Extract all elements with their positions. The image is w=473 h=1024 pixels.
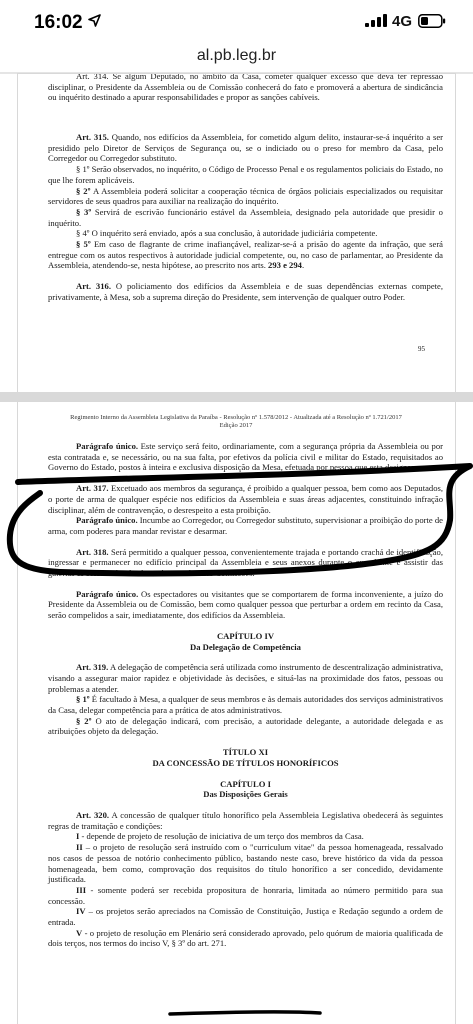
document-page-96 xyxy=(18,402,455,1024)
status-bar xyxy=(0,0,473,40)
clock-time: 16:02 xyxy=(34,12,83,33)
article-315-block: Art. 315. Quando, nos edifícios da Assembleia, for cometido algum delito, instaurar-se-á inquérito a ser presidido pelo Diretor de Serviços de Segurança ou, se o indiciado ou o preso for membro da Casa, pelo Corregedor ou Corregedor substituto. § 1º Serão observados, no inquérito, o Código de Processo Penal e os regulamentos policiais do Estado, no que lhe forem aplicáveis. § 2º A Assembleia poderá solicitar a cooperação técnica de órgãos policiais especializados ou requisitar servidores de seus quadros para auxiliar na realização do inquérito. § 3º Servirá de escrivão funcionário estável da Assembleia, designado pela autoridade que presidir o inquérito. § 4º O inquérito será enviado, após a sua conclusão, à autoridade judiciária competente. § 5º Em caso de flagrante de crime inafiançável, realizar-se-á a prisão do agente da infração, que será entregue com os autos respectivos à autoridade judicial competente, ou, no caso de parlamentar, ao Presidente da Assembleia, atendendo-se, nesta hipótese, ao prescrito nos arts. 293 e 294. Art. 316. O policiamento dos edifícios da Assembleia e de suas dependências externas compete, privativamente, à Mesa, sob a suprema direção do Presidente, sem intervenção de qualquer outro Poder. xyxy=(48,132,444,302)
page2-body: Parágrafo único. Este serviço será feito, ordinariamente, com a segurança própria da Assembleia ou por esta contratada e, se necessário, ou na sua falta, por efetivos da polícia civil e militar do Estado, requisitados ao Governo do Estado, postos à inteira e exclusiva disposição da Mesa, efetuada por pessoa que esta designar. Art. 317. Excetuado aos membros da segurança, é proibido a qualquer pessoa, bem como aos Deputados, o porte de arma de qualquer espécie nos edifícios da Assembleia e suas áreas adjacentes, constituindo infração disciplinar, além de contravenção, o desrespeito a esta proibição. Parágrafo único. Incumbe ao Corregedor, ou Corregedor substituto, supervisionar a proibição do porte de arma, com poderes para mandar revistar e desarmar. Art. 318. Será permitido a qualquer pessoa, convenientemente trajada e portando crachá de identificação, ingressar e permanecer no edifício principal da Assembleia e seus anexos durante o expediente e assistir das galerias às sessões do Plenário e às reuniões das Comissões. Parágrafo único. Os espectadores ou visitantes que se comportarem de forma inconveniente, a juízo do Presidente da Assembleia ou de Comissão, bem como qualquer pessoa que perturbar a ordem em recinto da Casa, serão compelidos a sair, imediatamente, dos edifícios da Assembleia. CAPÍTULO IV Da Delegação de Competência Art. 319. A delegação de competência será utilizada como instrumento de descentralização administrativa, visando a assegurar maior rapidez e objetividade às decisões, e situá-las na proximidade dos fatos, pessoas ou problemas a atender. § 1º É facultado à Mesa, a qualquer de seus membros e às demais autoridades dos serviços administrativos da Casa, delegar competência para a prática de atos administrativos. § 2º O ato de delegação indicará, com precisão, a autoridade delegante, a autoridade delegada e as atribuições objeto da delegação. TÍTULO XI DA CONCESSÃO DE TÍTULOS HONORÍFICOS CAPÍTULO I Das Disposições Gerais Art. 320. A concessão de qualquer título honorífico pela Assembleia Legislativa obedecerá às seguintes regras de tramitação e condições: I - depende de projeto de resolução de iniciativa de um terço dos membros da Casa. II – o projeto de resolução será instruído com o "curriculum vitae" da pessoa homenageada, ressalvado nos casos de pessoa de notório conhecimento público, bastando neste caso, breve histórico da vida da pessoa homenageada, bem como, comprovação dos requisitos do título honorífico a ser concedido, devidamente justificada. III - somente poderá ser recebida propositura de honraria, limitada ao número permitido para sua concessão. IV – os projetos serão apreciados na Comissão de Constituição, Justiça e Redação segundo a ordem de entrada. V - o projeto de resolução em Plenário será considerado aprovado, pelo quórum de maioria qualificada de dois terços, nos termos do inciso V, § 3º do art. 271. xyxy=(48,441,444,949)
url-text: al.pb.leg.br xyxy=(196,47,277,64)
network-type: 4G xyxy=(392,13,413,30)
cellular-signal-icon xyxy=(365,14,387,27)
page-header: Regimento Interno da Assembleia Legislativa da Paraíba - Resolução nº 1.578/2012 - Atualizada até a Resolução nº 1.721/2017 Edição 2017 xyxy=(70,414,402,429)
page-number: 95 xyxy=(418,345,425,353)
address-bar[interactable] xyxy=(0,42,473,70)
location-arrow-icon xyxy=(88,14,101,27)
page-gap xyxy=(0,392,473,402)
document-page-95 xyxy=(18,74,455,392)
article-314-tail: Art. 314. Se algum Deputado, no âmbito da Casa, cometer qualquer excesso que deva ter repressão disciplinar, o Presidente da Assembleia ou de Comissão conhecerá do fato e promoverá a abertura de sindicância ou inquérito destinado a apurar responsabilidades e propor as sanções cabíveis. xyxy=(48,74,443,103)
battery-icon xyxy=(418,14,446,28)
